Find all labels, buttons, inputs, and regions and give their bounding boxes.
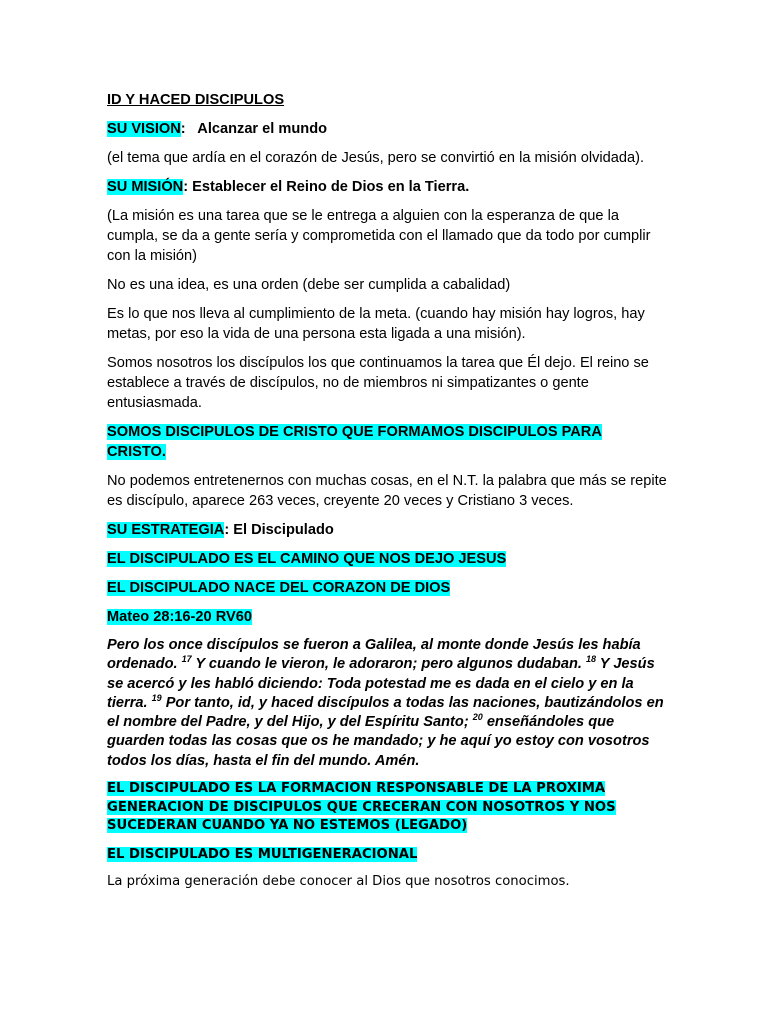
vision-note: (el tema que ardía en el corazón de Jesús, pero se convirtió en la misión olvidada).	[107, 150, 645, 166]
scripture-passage	[107, 636, 667, 771]
mision-text: : Establecer el Reino de Dios en la Tierra.	[183, 179, 470, 195]
paragraph-meta: Es lo que nos lleva al cumplimiento de la meta. (cuando hay misión hay logros, hay metas, por eso la vida de una persona esta ligada a una misión).	[107, 306, 645, 342]
heading-multigeneracional-text: EL DISCIPULADO ES MULTIGENERACIONAL	[107, 846, 418, 862]
heading-somos-discipulos-text: SOMOS DISCIPULOS DE CRISTO QUE FORMAMOS DISCIPULOS PARA CRISTO.	[107, 424, 602, 460]
heading-multigeneracional	[107, 846, 667, 865]
heading-formacion	[107, 780, 652, 836]
verse-number-17: 17	[181, 654, 192, 665]
heading-somos-discipulos	[107, 422, 667, 462]
vision-label: SU VISION	[107, 121, 181, 137]
verse-number-18: 18	[585, 654, 596, 665]
document-title: ID Y HACED DISCIPULOS	[107, 92, 285, 108]
verse-number-19: 19	[151, 693, 162, 704]
paragraph-discipulos: Somos nosotros los discípulos los que continuamos la tarea que Él dejo. El reino se establece a través de discípulos, no de miembros ni simpatizantes o gente entusiasmada.	[107, 355, 649, 411]
estrategia-label: SU ESTRATEGIA	[107, 522, 225, 538]
heading-camino-text: EL DISCIPULADO ES EL CAMINO QUE NOS DEJO JESUS	[107, 551, 507, 567]
verse-18-text: Y Jesús se acercó y les habló diciendo: Toda potestad me es dada en el cielo y en la tierra.	[107, 656, 655, 711]
document-page	[107, 90, 667, 892]
verse-16-text: Pero los once discípulos se fueron a Galilea, al monte donde Jesús les había ordenado.	[107, 637, 641, 673]
paragraph-final: La próxima generación debe conocer al Dios que nosotros conocimos.	[107, 874, 570, 890]
paragraph-mision-definition: (La misión es una tarea que se le entrega a alguien con la esperanza de que la cumpla, se da a gente sería y comprometida con el llamado que da todo por cumplir con la misión)	[107, 208, 651, 264]
paragraph-nt: No podemos entretenernos con muchas cosas, en el N.T. la palabra que más se repite es discípulo, aparece 263 veces, creyente 20 veces y Cristiano 3 veces.	[107, 473, 667, 509]
verse-17-text: Y cuando le vieron, le adoraron; pero algunos dudaban.	[191, 656, 586, 673]
verse-20-text: enseñándoles que guarden todas las cosas que os he mandado; y he aquí yo estoy con vosotros todos los días, hasta el fin del mundo. Amén.	[107, 714, 650, 769]
vision-separator: :	[180, 121, 198, 137]
scripture-reference	[107, 607, 667, 627]
heading-nace	[107, 578, 667, 598]
mision-label: SU MISIÓN	[107, 179, 184, 195]
vision-text: Alcanzar el mundo	[197, 121, 328, 137]
estrategia-text: : El Discipulado	[224, 522, 334, 538]
verse-number-20: 20	[472, 712, 483, 723]
heading-nace-text: EL DISCIPULADO NACE DEL CORAZON DE DIOS	[107, 580, 451, 596]
heading-formacion-text: EL DISCIPULADO ES LA FORMACION RESPONSABLE DE LA PROXIMA GENERACION DE DISCIPULOS QUE CRECERAN CON NOSOTROS Y NOS SUCEDERAN CUANDO YA NO ESTEMOS (LEGADO)	[107, 781, 616, 834]
scripture-reference-text: Mateo 28:16-20 RV60	[107, 609, 252, 625]
verse-19-text: Por tanto, id, y haced discípulos a todas las naciones, bautizándolos en el nombre del Padre, y del Hijo, y del Espíritu Santo;	[107, 694, 664, 731]
estrategia-line	[107, 520, 667, 540]
heading-camino	[107, 549, 667, 569]
mision-line	[107, 177, 667, 197]
paragraph-orden: No es una idea, es una orden (debe ser cumplida a cabalidad)	[107, 277, 511, 293]
vision-line	[107, 119, 667, 139]
